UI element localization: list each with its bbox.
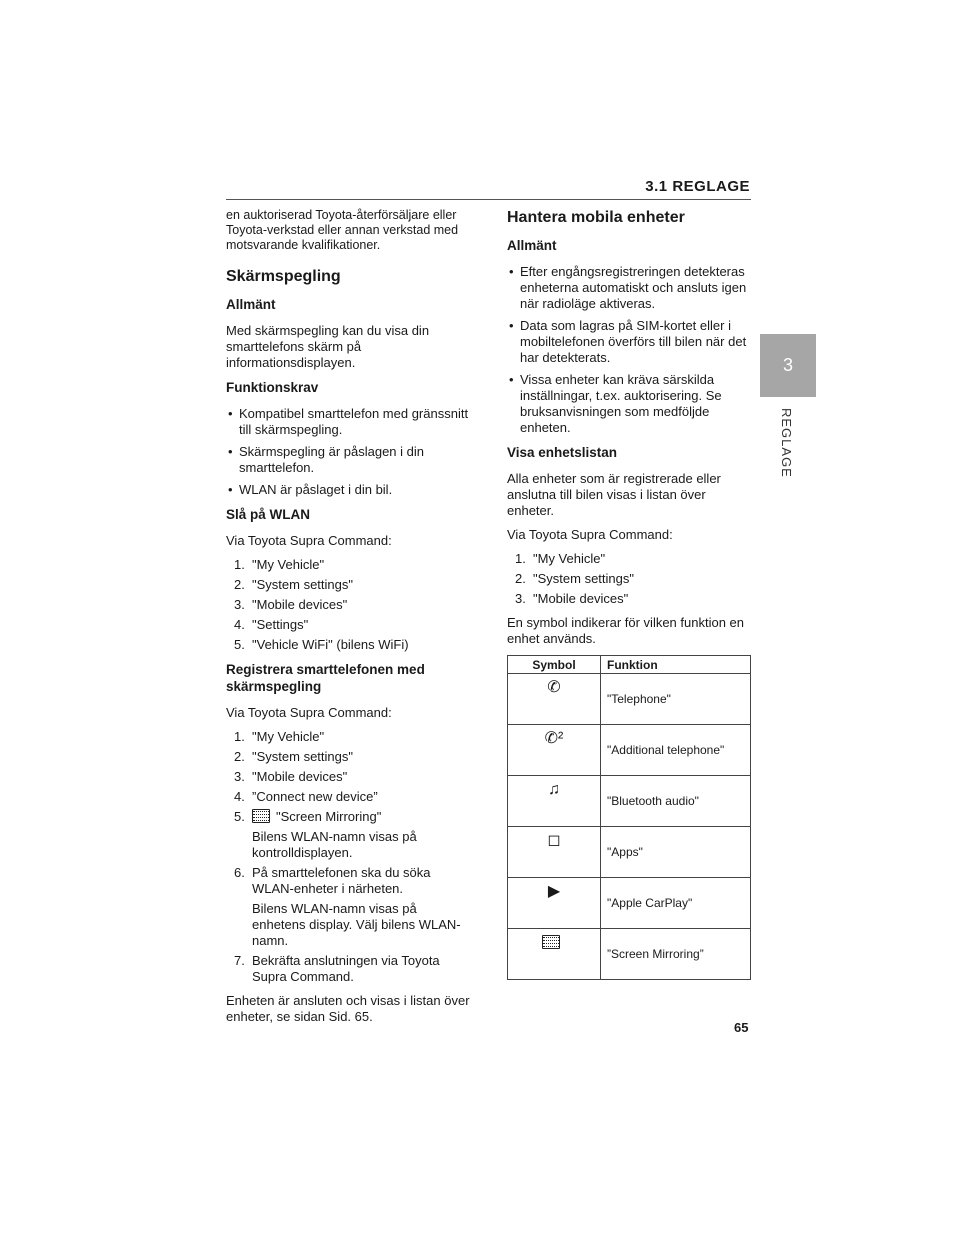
table-row (508, 878, 751, 929)
step-item: 4. "Settings" (234, 617, 309, 632)
list-intro: Via Toyota Supra Command: (507, 527, 673, 542)
register-intro: Via Toyota Supra Command: (226, 705, 392, 720)
header-rule (226, 199, 751, 200)
screen-mirroring-icon (252, 809, 270, 823)
wlan-steps (226, 557, 471, 653)
intro-text: en auktoriserad Toyota-återförsäljare eller Toyota-verkstad eller annan verkstad med motsvarande kvalifikationer. (226, 208, 459, 252)
heading-general: Allmänt (507, 238, 557, 253)
function-cell: "Apple CarPlay" (601, 878, 751, 929)
list-item: • WLAN är påslaget i din bil. (226, 482, 471, 498)
list-text: Alla enheter som är registrerade eller anslutna till bilen visas i listan över enheter. (507, 471, 721, 518)
chapter-tab: 3 (760, 334, 816, 397)
symbol-text: En symbol indikerar för vilken funktion en enhet används. (507, 615, 745, 646)
table-row (508, 674, 751, 725)
chapter-label: REGLAGE (779, 408, 794, 478)
list-item: • Kompatibel smarttelefon med gränssnitt till skärmspegling. (226, 406, 471, 438)
list-steps (507, 551, 752, 607)
play-circle-icon: ▶ (547, 883, 561, 900)
step-note: Bilens WLAN-namn visas på enhetens display. Välj bilens WLAN-namn. (252, 901, 461, 948)
phone-icon: ✆ (547, 679, 561, 696)
step-item: 7. Bekräfta anslutningen via Toyota Supra Command. (234, 953, 440, 984)
heading-requirements: Funktionskrav (226, 380, 319, 395)
register-steps (226, 729, 471, 985)
list-item: • Skärmspegling är påslagen i din smarttelefon. (226, 444, 471, 476)
general-list (507, 264, 752, 436)
symbol-table (507, 655, 751, 980)
wlan-intro: Via Toyota Supra Command: (226, 533, 392, 548)
music-note-icon: ♫ (548, 781, 560, 798)
table-header-row (508, 656, 751, 674)
step-item: 2. "System settings" (234, 577, 353, 592)
outro-text: Enheten är ansluten och visas i listan över enheter, se sidan Sid. 65. (226, 993, 470, 1024)
general-text: Med skärmspegling kan du visa din smarttelefons skärm på informationsdisplayen. (226, 323, 430, 370)
right-column (507, 208, 752, 980)
step-item: 1. "My Vehicle" (234, 557, 325, 572)
step-item: 3. "Mobile devices" (234, 597, 348, 612)
left-column (226, 208, 471, 1033)
step-item: 5. "Screen Mirroring" Bilens WLAN-namn visas på kontrolldisplayen. (234, 809, 471, 861)
list-item: • Vissa enheter kan kräva särskilda inställningar, t.ex. auktorisering. Se bruksanvisningen som medföljde enheten. (507, 372, 752, 436)
col-symbol: Symbol (508, 656, 601, 674)
function-cell: "Apps" (601, 827, 751, 878)
function-cell: "Bluetooth audio" (601, 776, 751, 827)
heading-screen-mirroring: Skärmspegling (226, 268, 341, 285)
heading-general: Allmänt (226, 297, 276, 312)
screen-mirroring-icon (542, 935, 560, 949)
page-number: 65 (734, 1020, 749, 1035)
col-function: Funktion (601, 656, 751, 674)
step-item: 1. "My Vehicle" (515, 551, 606, 566)
step-item: 4. ”Connect new device” (234, 789, 378, 804)
heading-manage-devices: Hantera mobila enheter (507, 209, 685, 226)
heading-wlan: Slå på WLAN (226, 507, 311, 522)
step-note: Bilens WLAN-namn visas på kontrolldisplayen. (252, 829, 417, 860)
apps-square-icon: ◻ (547, 832, 561, 849)
table-row (508, 827, 751, 878)
function-cell: ”Screen Mirroring” (601, 929, 751, 980)
list-item: • Efter engångsregistreringen detekteras enheterna automatiskt och ansluts igen när radioläge aktiveras. (507, 264, 752, 312)
step-item: 6. På smarttelefonen ska du söka WLAN-enheter i närheten. Bilens WLAN-namn visas på enhetens display. Välj bilens WLAN-namn. (234, 865, 471, 949)
heading-device-list: Visa enhetslistan (507, 445, 618, 460)
step-item: 2. "System settings" (234, 749, 353, 764)
step-item: 1. "My Vehicle" (234, 729, 325, 744)
table-row (508, 725, 751, 776)
function-cell: "Telephone" (601, 674, 751, 725)
table-row (508, 929, 751, 980)
function-cell: "Additional telephone" (601, 725, 751, 776)
section-header: 3.1 REGLAGE (645, 178, 750, 195)
step-item: 5. "Vehicle WiFi" (bilens WiFi) (234, 637, 409, 652)
heading-register: Registrera smarttelefonen med skärmspegling (226, 662, 425, 694)
step-item: 3. "Mobile devices" (234, 769, 348, 784)
additional-phone-icon: ✆² (544, 730, 564, 747)
list-item: • Data som lagras på SIM-kortet eller i mobiltelefonen överförs till bilen när det har detekterats. (507, 318, 752, 366)
step-item: 3. "Mobile devices" (515, 591, 629, 606)
requirements-list (226, 406, 471, 498)
table-row (508, 776, 751, 827)
step-item: 2. "System settings" (515, 571, 634, 586)
